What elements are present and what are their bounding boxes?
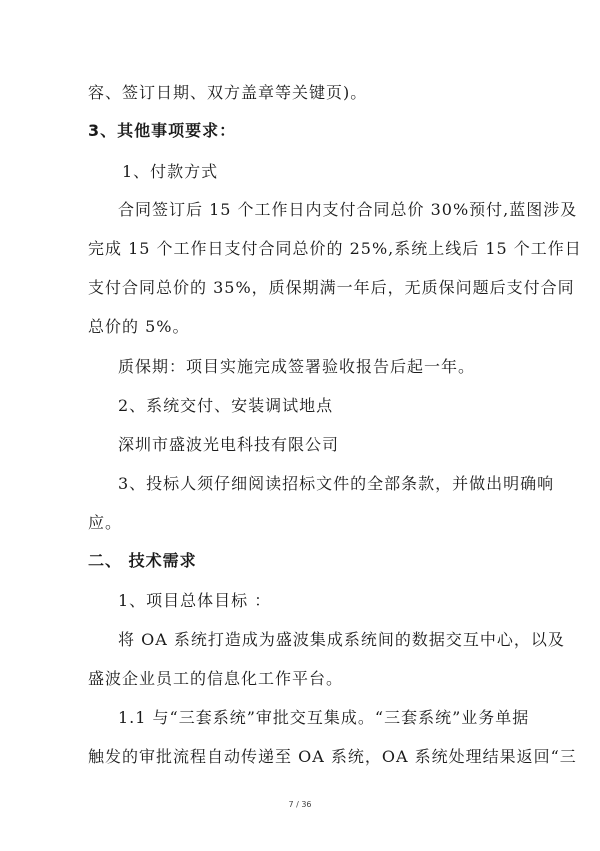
page-number: 7 / 36 [288, 800, 312, 809]
text-line-goal-2: 盛波企业员工的信息化工作平台。 [88, 669, 344, 688]
text-line-company: 深圳市盛波光电科技有限公司 [118, 435, 340, 454]
subheading-delivery-location: 2、系统交付、安装调试地点 [118, 396, 334, 415]
text-line-integration-1: 1.1 与“三套系统”审批交互集成。“三套系统”业务单据 [118, 708, 530, 727]
subheading-overall-goal: 1、项目总体目标 ： [118, 591, 272, 610]
section-heading-other-requirements: 3、其他事项要求： [88, 121, 237, 140]
text-line-payment-4: 总价的 5%。 [88, 317, 190, 336]
text-line-integration-2: 触发的审批流程自动传递至 OA 系统，OA 系统处理结果返回“三 [88, 747, 577, 766]
text-line-warranty: 质保期：项目实施完成签署验收报告后起一年。 [118, 357, 476, 376]
text-line-payment-2: 完成 15 个工作日支付合同总价的 25%,系统上线后 15 个工作日 [88, 239, 582, 258]
text-line-bidder-1: 3、投标人须仔细阅读招标文件的全部条款，并做出明确响 [118, 474, 555, 493]
text-line-bidder-2: 应。 [88, 513, 123, 532]
section-heading-technical-requirements: 二、 技术需求 [88, 551, 197, 570]
text-line-1: 容、签订日期、双方盖章等关键页)。 [88, 83, 368, 102]
text-line-payment-1: 合同签订后 15 个工作日内支付合同总价 30%预付,蓝图涉及 [118, 200, 578, 219]
text-line-payment-3: 支付合同总价的 35%，质保期满一年后，无质保问题后支付合同 [88, 278, 575, 297]
subheading-payment-method: 1、付款方式 [122, 162, 219, 181]
text-line-goal-1: 将 OA 系统打造成为盛波集成系统间的数据交互中心，以及 [118, 630, 565, 649]
